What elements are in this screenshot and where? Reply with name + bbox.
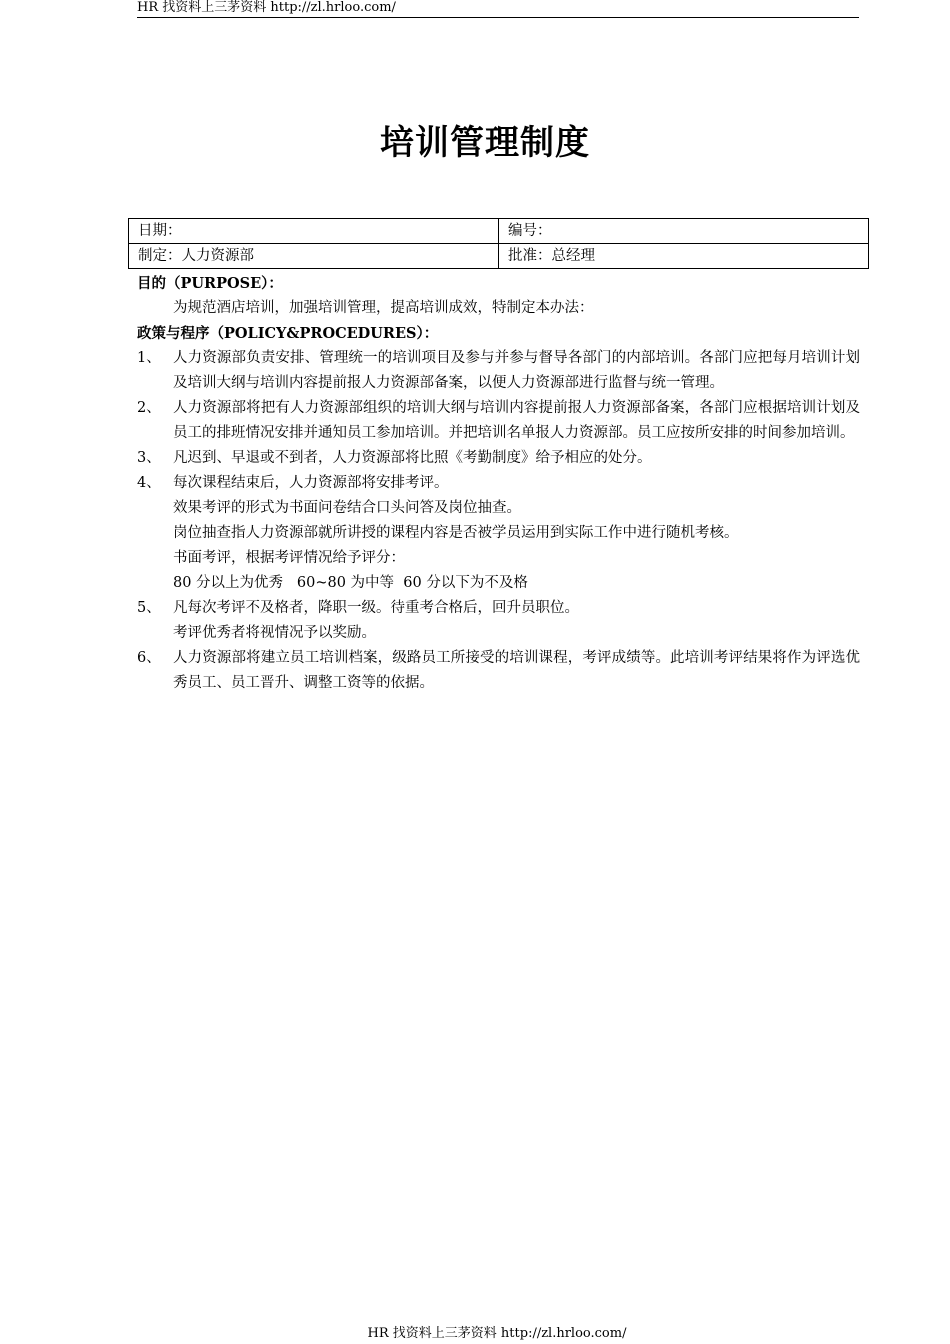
item-text: 凡迟到、早退或不到者，人力资源部将比照《考勤制度》给予相应的处分。 xyxy=(173,450,652,466)
purpose-text: 为规范酒店培训，加强培训管理，提高培训成效，特制定本办法： xyxy=(173,300,594,316)
item-number: 3、 xyxy=(137,450,161,466)
item-text: 每次课程结束后，人力资源部将安排考评。 xyxy=(173,475,449,491)
policy-item-6 xyxy=(137,646,860,696)
date-cell: 日期： xyxy=(129,219,499,244)
number-cell: 编号： xyxy=(499,219,869,244)
approved-by-cell: 批准：总经理 xyxy=(499,244,869,269)
item-text: 人力资源部将建立员工培训档案，级路员工所接受的培训课程，考评成绩等。此培训考评结果将作为评选优秀员工、员工晋升、调整工资等的依据。 xyxy=(173,650,860,691)
item-number: 1、 xyxy=(137,350,161,366)
policy-item-1 xyxy=(137,346,860,396)
policy-item-2 xyxy=(137,396,860,446)
meta-row xyxy=(129,244,869,269)
item-text: 人力资源部将把有人力资源部组织的培训大纲与培训内容提前报人力资源部备案，各部门应根据培训计划及员工的排班情况安排并通知员工参加培训。并把培训名单报人力资源部。员工应按所安排的时间参加培训。 xyxy=(173,400,860,441)
item-text: 人力资源部负责安排、管理统一的培训项目及参与并参与督导各部门的内部培训。各部门应把每月培训计划及培训大纲与培训内容提前报人力资源部备案，以便人力资源部进行监督与统一管理。 xyxy=(173,350,860,391)
grading-scale: 80 分以上为优秀 60~80 为中等 60 分以下为不及格 xyxy=(173,575,528,591)
item-number: 6、 xyxy=(137,650,161,666)
meta-row xyxy=(129,219,869,244)
item-number: 2、 xyxy=(137,400,161,416)
purpose-heading: 目的（PURPOSE）： xyxy=(137,275,283,292)
item-subtext: 考评优秀者将视情况予以奖励。 xyxy=(173,625,376,641)
policy-heading: 政策与程序（POLICY&PROCEDURES）： xyxy=(137,325,439,342)
page-footer: HR 找资料上三茅资料 http://zl.hrloo.com/ xyxy=(367,1326,627,1341)
document-body xyxy=(137,271,860,696)
policy-item-3 xyxy=(137,446,860,471)
item-subtext: 岗位抽查指人力资源部就所讲授的课程内容是否被学员运用到实际工作中进行随机考核。 xyxy=(173,525,739,541)
header-divider xyxy=(137,17,859,18)
item-subtext: 效果考评的形式为书面问卷结合口头问答及岗位抽查。 xyxy=(173,500,521,516)
item-number: 4、 xyxy=(137,475,161,491)
item-text: 凡每次考评不及格者，降职一级。待重考合格后，回升员职位。 xyxy=(173,600,579,616)
document-title: 培训管理制度 xyxy=(380,123,590,163)
made-by-cell: 制定：人力资源部 xyxy=(129,244,499,269)
item-number: 5、 xyxy=(137,600,161,616)
meta-table xyxy=(128,218,869,269)
policy-item-5 xyxy=(137,596,860,621)
page-header: HR 找资料上三茅资料 http://zl.hrloo.com/ xyxy=(137,0,396,15)
item-subtext: 书面考评，根据考评情况给予评分： xyxy=(173,550,405,566)
policy-item-4 xyxy=(137,471,860,496)
